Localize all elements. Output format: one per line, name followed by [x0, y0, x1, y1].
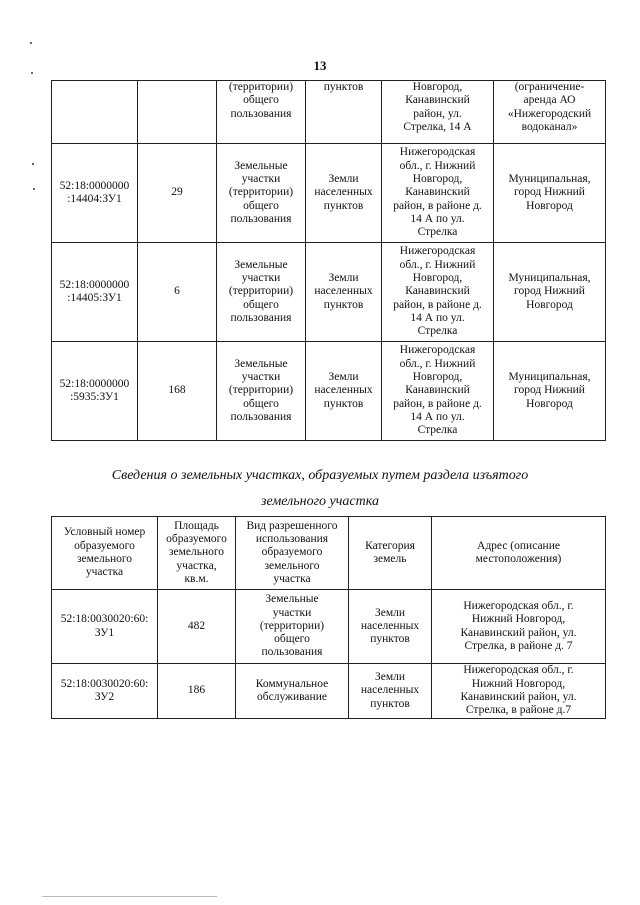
- address: Нижегородская обл., г. Нижний Новгород, Канавинский район, ул. Стрелка, в районе д. 7: [432, 590, 606, 664]
- scan-mark: [32, 163, 34, 165]
- table-header-row: [52, 517, 606, 590]
- table-cell: Новгород, Канавинский район, ул. Стрелка, 14 А: [382, 81, 494, 144]
- header-use: Вид разрешенного использования образуемого земельного участка: [236, 517, 349, 590]
- table-row: [52, 243, 606, 342]
- table-cell: [52, 81, 138, 144]
- header-area: Площадь образуемого земельного участка, кв.м.: [158, 517, 236, 590]
- owner: Муниципальная, город Нижний Новгород: [494, 144, 606, 243]
- table-row: [52, 590, 606, 664]
- plot-number: 52:18:0030020:60: ЗУ2: [52, 664, 158, 719]
- permitted-use: Земельные участки (территории) общего пользования: [217, 144, 306, 243]
- land-category: Земли населенных пунктов: [306, 342, 382, 441]
- table-row: [52, 144, 606, 243]
- land-category: Земли населенных пунктов: [306, 144, 382, 243]
- owner: Муниципальная, город Нижний Новгород: [494, 243, 606, 342]
- table-row: [52, 342, 606, 441]
- table-row: [52, 664, 606, 719]
- address: Нижегородская обл., г. Нижний Новгород, Канавинский район, в районе д. 14 А по ул. Стрелка: [382, 144, 494, 243]
- table-row: [52, 81, 606, 144]
- area-value: 29: [138, 144, 217, 243]
- header-address: Адрес (описание местоположения): [432, 517, 606, 590]
- header-number: Условный номер образуемого земельного участка: [52, 517, 158, 590]
- table-cell: (ограничение- аренда АО «Нижегородский водоканал»: [494, 81, 606, 144]
- scan-mark: [30, 42, 32, 44]
- cadastral-number: 52:18:0000000 :5935:ЗУ1: [52, 342, 138, 441]
- area-value: 6: [138, 243, 217, 342]
- scan-mark: [33, 188, 35, 190]
- scan-line: [42, 896, 217, 897]
- table-cell: [138, 81, 217, 144]
- section-title: Сведения о земельных участках, образуемых путем раздела изъятого: [111, 468, 529, 483]
- address: Нижегородская обл., г. Нижний Новгород, Канавинский район, в районе д. 14 А по ул. Стрелка: [382, 342, 494, 441]
- permitted-use: Земельные участки (территории) общего пользования: [217, 342, 306, 441]
- land-category: Земли населенных пунктов: [349, 664, 432, 719]
- area-value: 168: [138, 342, 217, 441]
- land-category: Земли населенных пунктов: [349, 590, 432, 664]
- address: Нижегородская обл., г. Нижний Новгород, Канавинский район, ул. Стрелка, в районе д.7: [432, 664, 606, 719]
- table-cell: пунктов: [306, 81, 382, 144]
- permitted-use: Коммунальное обслуживание: [236, 664, 349, 719]
- area-value: 186: [158, 664, 236, 719]
- area-value: 482: [158, 590, 236, 664]
- land-plots-table: [51, 80, 606, 441]
- section-title-continued: земельного участка: [261, 494, 379, 509]
- cadastral-number: 52:18:0000000 :14404:ЗУ1: [52, 144, 138, 243]
- table-cell: (территории) общего пользования: [217, 81, 306, 144]
- land-category: Земли населенных пунктов: [306, 243, 382, 342]
- scan-mark: [31, 72, 33, 74]
- header-category: Категория земель: [349, 517, 432, 590]
- plot-number: 52:18:0030020:60: ЗУ1: [52, 590, 158, 664]
- address: Нижегородская обл., г. Нижний Новгород, Канавинский район, в районе д. 14 А по ул. Стрелка: [382, 243, 494, 342]
- cadastral-number: 52:18:0000000 :14405:ЗУ1: [52, 243, 138, 342]
- owner: Муниципальная, город Нижний Новгород: [494, 342, 606, 441]
- permitted-use: Земельные участки (территории) общего пользования: [217, 243, 306, 342]
- formed-plots-table: [51, 516, 606, 719]
- permitted-use: Земельные участки (территории) общего пользования: [236, 590, 349, 664]
- page-number: 13: [313, 58, 327, 73]
